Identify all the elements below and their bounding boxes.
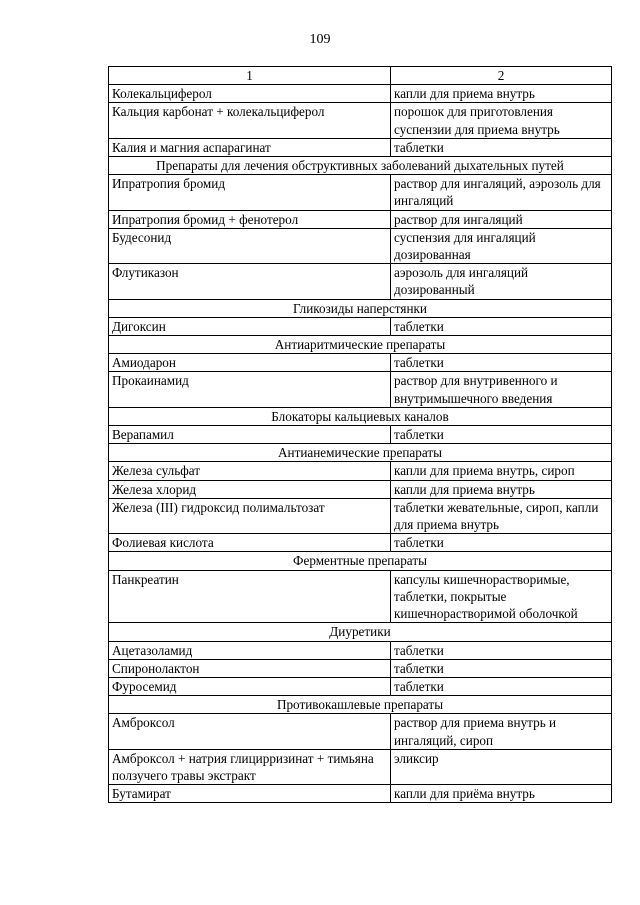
table-row [109,138,612,156]
dosage-form-cell: таблетки [391,354,612,372]
drug-name-cell: Спиронолактон [109,659,391,677]
dosage-form-cell: таблетки [391,677,612,695]
drug-name-cell: Амброксол + натрия глицирризинат + тимьяна ползучего травы экстракт [109,749,391,784]
drug-name-cell: Панкреатин [109,570,391,623]
section-header-row [109,623,612,641]
table-row [109,372,612,407]
drug-name-cell: Амиодарон [109,354,391,372]
dosage-form-cell: таблетки [391,138,612,156]
drug-name-cell: Верапамил [109,426,391,444]
dosage-form-cell: раствор для приема внутрь и ингаляций, сироп [391,714,612,749]
table-row [109,785,612,803]
dosage-form-cell: капли для приёма внутрь [391,785,612,803]
dosage-form-cell: таблетки [391,641,612,659]
drug-name-cell: Прокаинамид [109,372,391,407]
section-header-row [109,299,612,317]
table-row [109,570,612,623]
column-header-2: 2 [391,67,612,85]
table-row [109,534,612,552]
drug-name-cell: Амброксол [109,714,391,749]
drug-name-cell: Колекальциферол [109,85,391,103]
column-header-1: 1 [109,67,391,85]
section-title: Гликозиды наперстянки [109,299,612,317]
table-row [109,210,612,228]
drug-name-cell: Флутиказон [109,264,391,299]
table-row [109,317,612,335]
table-row [109,714,612,749]
table-row [109,175,612,210]
section-title: Антиаритмические препараты [109,336,612,354]
dosage-form-cell: таблетки [391,534,612,552]
dosage-form-cell: капли для приема внутрь [391,480,612,498]
section-header-row [109,336,612,354]
dosage-form-cell: таблетки [391,317,612,335]
section-header-row [109,696,612,714]
dosage-form-cell: таблетки [391,659,612,677]
table-row [109,659,612,677]
drug-table [108,66,612,803]
dosage-form-cell: порошок для приготовления суспензии для приема внутрь [391,103,612,138]
section-title: Ферментные препараты [109,552,612,570]
drug-name-cell: Железа (III) гидроксид полимальтозат [109,498,391,533]
table-row [109,498,612,533]
section-title: Противокашлевые препараты [109,696,612,714]
table-row [109,677,612,695]
drug-name-cell: Железа хлорид [109,480,391,498]
dosage-form-cell: эликсир [391,749,612,784]
dosage-form-cell: капли для приема внутрь, сироп [391,462,612,480]
table-row [109,641,612,659]
drug-name-cell: Ипратропия бромид + фенотерол [109,210,391,228]
dosage-form-cell: суспензия для ингаляций дозированная [391,228,612,263]
section-header-row [109,407,612,425]
table-row [109,85,612,103]
table-row [109,103,612,138]
drug-name-cell: Фуросемид [109,677,391,695]
drug-name-cell: Дигоксин [109,317,391,335]
table-row [109,426,612,444]
dosage-form-cell: капсулы кишечнорастворимые, таблетки, покрытые кишечнорастворимой оболочкой [391,570,612,623]
section-header-row [109,552,612,570]
drug-name-cell: Кальция карбонат + колекальциферол [109,103,391,138]
drug-name-cell: Ацетазоламид [109,641,391,659]
table-row [109,354,612,372]
table-row [109,749,612,784]
table-row [109,264,612,299]
dosage-form-cell: таблетки [391,426,612,444]
table-row [109,228,612,263]
table-row [109,480,612,498]
section-title: Блокаторы кальциевых каналов [109,407,612,425]
section-title: Антианемические препараты [109,444,612,462]
dosage-form-cell: раствор для ингаляций [391,210,612,228]
drug-name-cell: Ипратропия бромид [109,175,391,210]
section-title: Препараты для лечения обструктивных заболеваний дыхательных путей [109,157,612,175]
table-header-row [109,67,612,85]
drug-name-cell: Железа сульфат [109,462,391,480]
table-row [109,462,612,480]
dosage-form-cell: раствор для внутривенного и внутримышечного введения [391,372,612,407]
section-header-row [109,444,612,462]
section-title: Диуретики [109,623,612,641]
drug-name-cell: Будесонид [109,228,391,263]
dosage-form-cell: таблетки жевательные, сироп, капли для приема внутрь [391,498,612,533]
section-header-row [109,157,612,175]
page-number: 109 [309,32,331,47]
dosage-form-cell: раствор для ингаляций, аэрозоль для ингаляций [391,175,612,210]
drug-name-cell: Бутамират [109,785,391,803]
drug-name-cell: Калия и магния аспарагинат [109,138,391,156]
dosage-form-cell: аэрозоль для ингаляций дозированный [391,264,612,299]
drug-name-cell: Фолиевая кислота [109,534,391,552]
dosage-form-cell: капли для приема внутрь [391,85,612,103]
